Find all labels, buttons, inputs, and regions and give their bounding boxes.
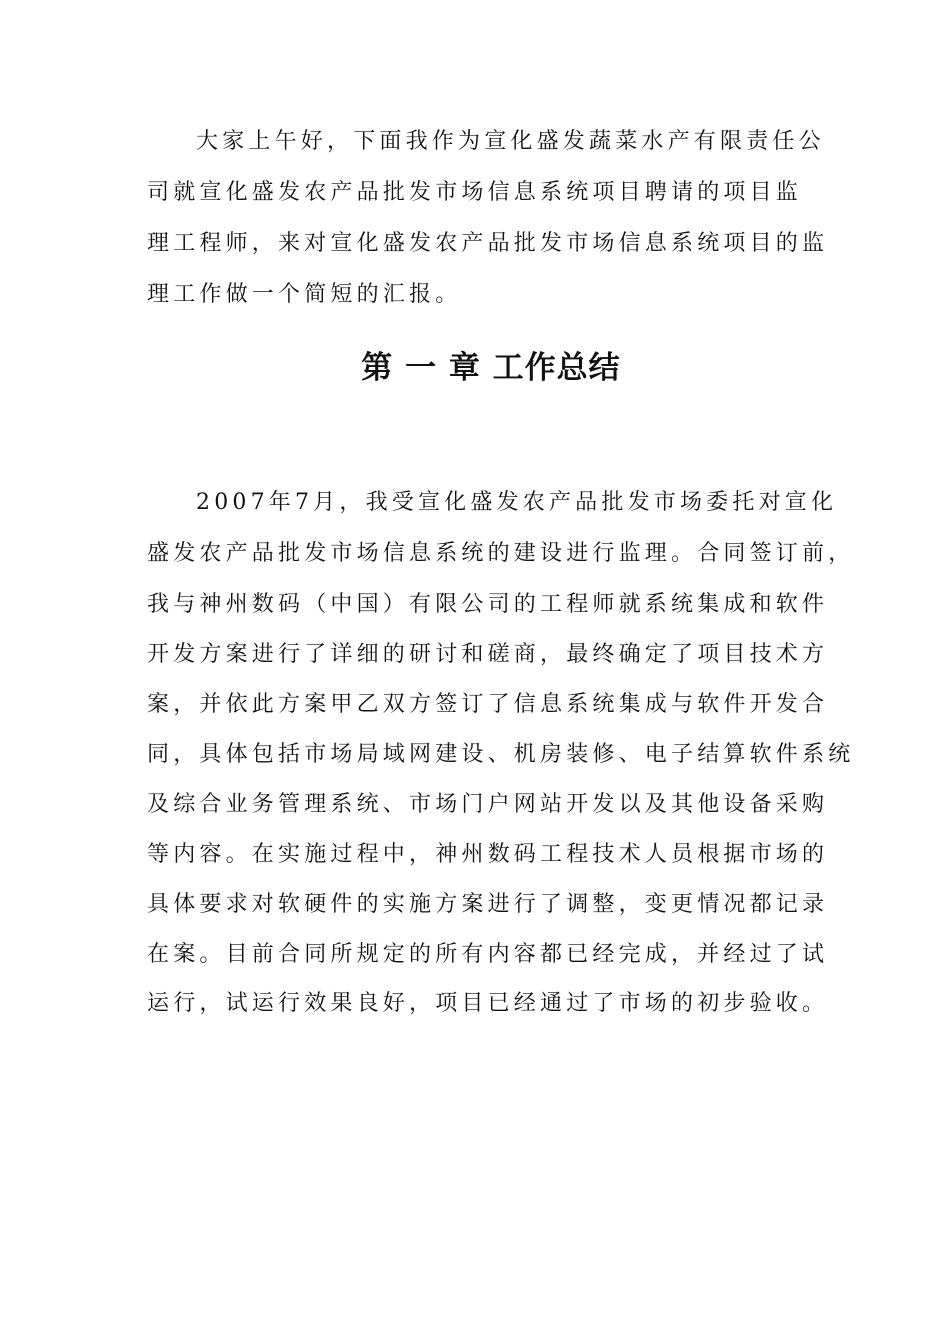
body-line-3: 我与神州数码（中国）有限公司的工程师就系统集成和软件 (147, 592, 829, 617)
intro-line-1: 大家上午好，下面我作为宣化盛发蔬菜水产有限责任公 (196, 129, 825, 154)
chapter-heading: 第 一 章 工作总结 (361, 350, 621, 386)
body-line-4: 开发方案进行了详细的研讨和磋商，最终确定了项目技术方 (147, 642, 829, 667)
intro-line-3: 理工程师，来对宣化盛发农产品批发市场信息系统项目的监 (147, 231, 829, 256)
body-line-7: 及综合业务管理系统、市场门户网站开发以及其他设备采购 (147, 792, 829, 817)
body-line-9: 具体要求对软硬件的实施方案进行了调整，变更情况都记录 (147, 892, 829, 917)
intro-line-2: 司就宣化盛发农产品批发市场信息系统项目聘请的项目监 (147, 180, 803, 205)
body-line-1: 2007年7月，我受宣化盛发农产品批发市场委托对宣化 (196, 490, 838, 515)
body-line-10: 在案。目前合同所规定的所有内容都已经完成，并经过了试 (147, 942, 829, 967)
body-line-6: 同，具体包括市场局域网建设、机房装修、电子结算软件系统 (147, 742, 855, 767)
body-line-5: 案，并依此方案甲乙双方签订了信息系统集成与软件开发合 (147, 692, 829, 717)
body-line-2: 盛发农产品批发市场信息系统的建设进行监理。合同签订前， (147, 541, 855, 566)
intro-line-4: 理工作做一个简短的汇报。 (147, 282, 462, 307)
body-line-8: 等内容。在实施过程中，神州数码工程技术人员根据市场的 (147, 842, 829, 867)
body-line-11: 运行，试运行效果良好，项目已经通过了市场的初步验收。 (147, 991, 829, 1016)
